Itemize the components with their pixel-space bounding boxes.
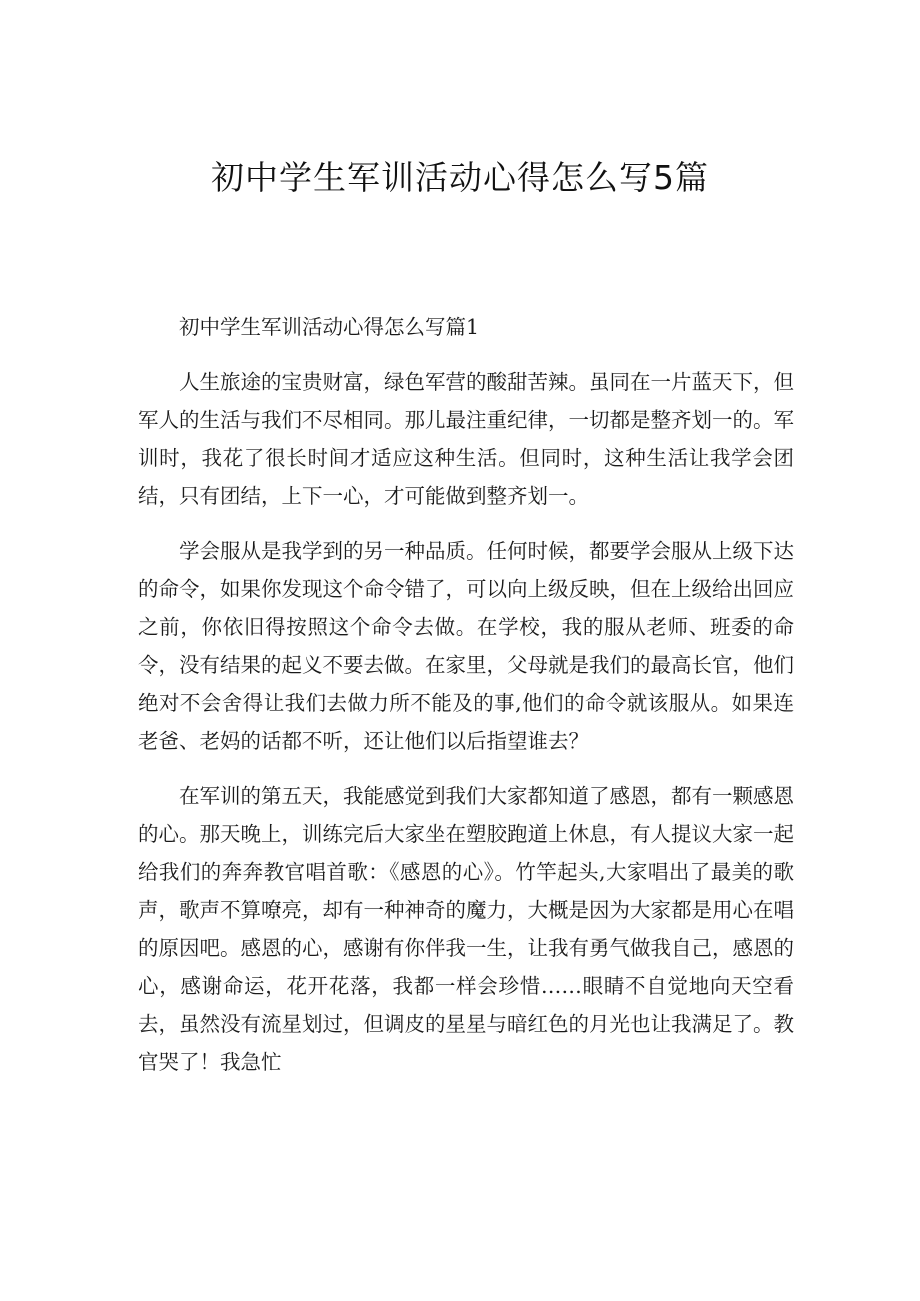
paragraph-3: 在军训的第五天，我能感觉到我们大家都知道了感恩，都有一颗感恩的心。那天晚上，训练完后大家坐在塑胶跑道上休息，有人提议大家一起给我们的奔奔教官唱首歌：《感恩的心》。竹竿起头,大家唱出了最美的歌声，歌声不算嘹亮，却有一种神奇的魔力，大概是因为大家都是用心在唱的原因吧。感恩的心，感谢有你伴我一生，让我有勇气做我自己，感恩的心，感谢命运，花开花落，我都一样会珍惜……眼睛不自觉地向天空看去，虽然没有流星划过，但调皮的星星与暗红色的月光也让我满足了。教官哭了！我急忙: [138, 784, 794, 1074]
document-title: 初中学生军训活动心得怎么写5篇: [211, 158, 709, 197]
section-heading: 初中学生军训活动心得怎么写篇1: [179, 315, 480, 339]
document-body: [138, 308, 794, 1081]
paragraph-2: 学会服从是我学到的另一种品质。任何时候，都要学会服从上级下达的命令，如果你发现这个命令错了，可以向上级反映，但在上级给出回应之前，你依旧得按照这个命令去做。在学校，我的服从老师、班委的命令，没有结果的起义不要去做。在家里，父母就是我们的最高长官，他们绝对不会舍得让我们去做力所不能及的事,他们的命令就该服从。如果连老爸、老妈的话都不听，还让他们以后指望谁去？: [138, 539, 794, 753]
paragraph-1: 人生旅途的宝贵财富，绿色军营的酸甜苦辣。虽同在一片蓝天下，但军人的生活与我们不尽相同。那儿最注重纪律，一切都是整齐划一的。军训时，我花了很长时间才适应这种生活。但同时，这种生活让我学会团结，只有团结，上下一心，才可能做到整齐划一。: [138, 370, 794, 508]
